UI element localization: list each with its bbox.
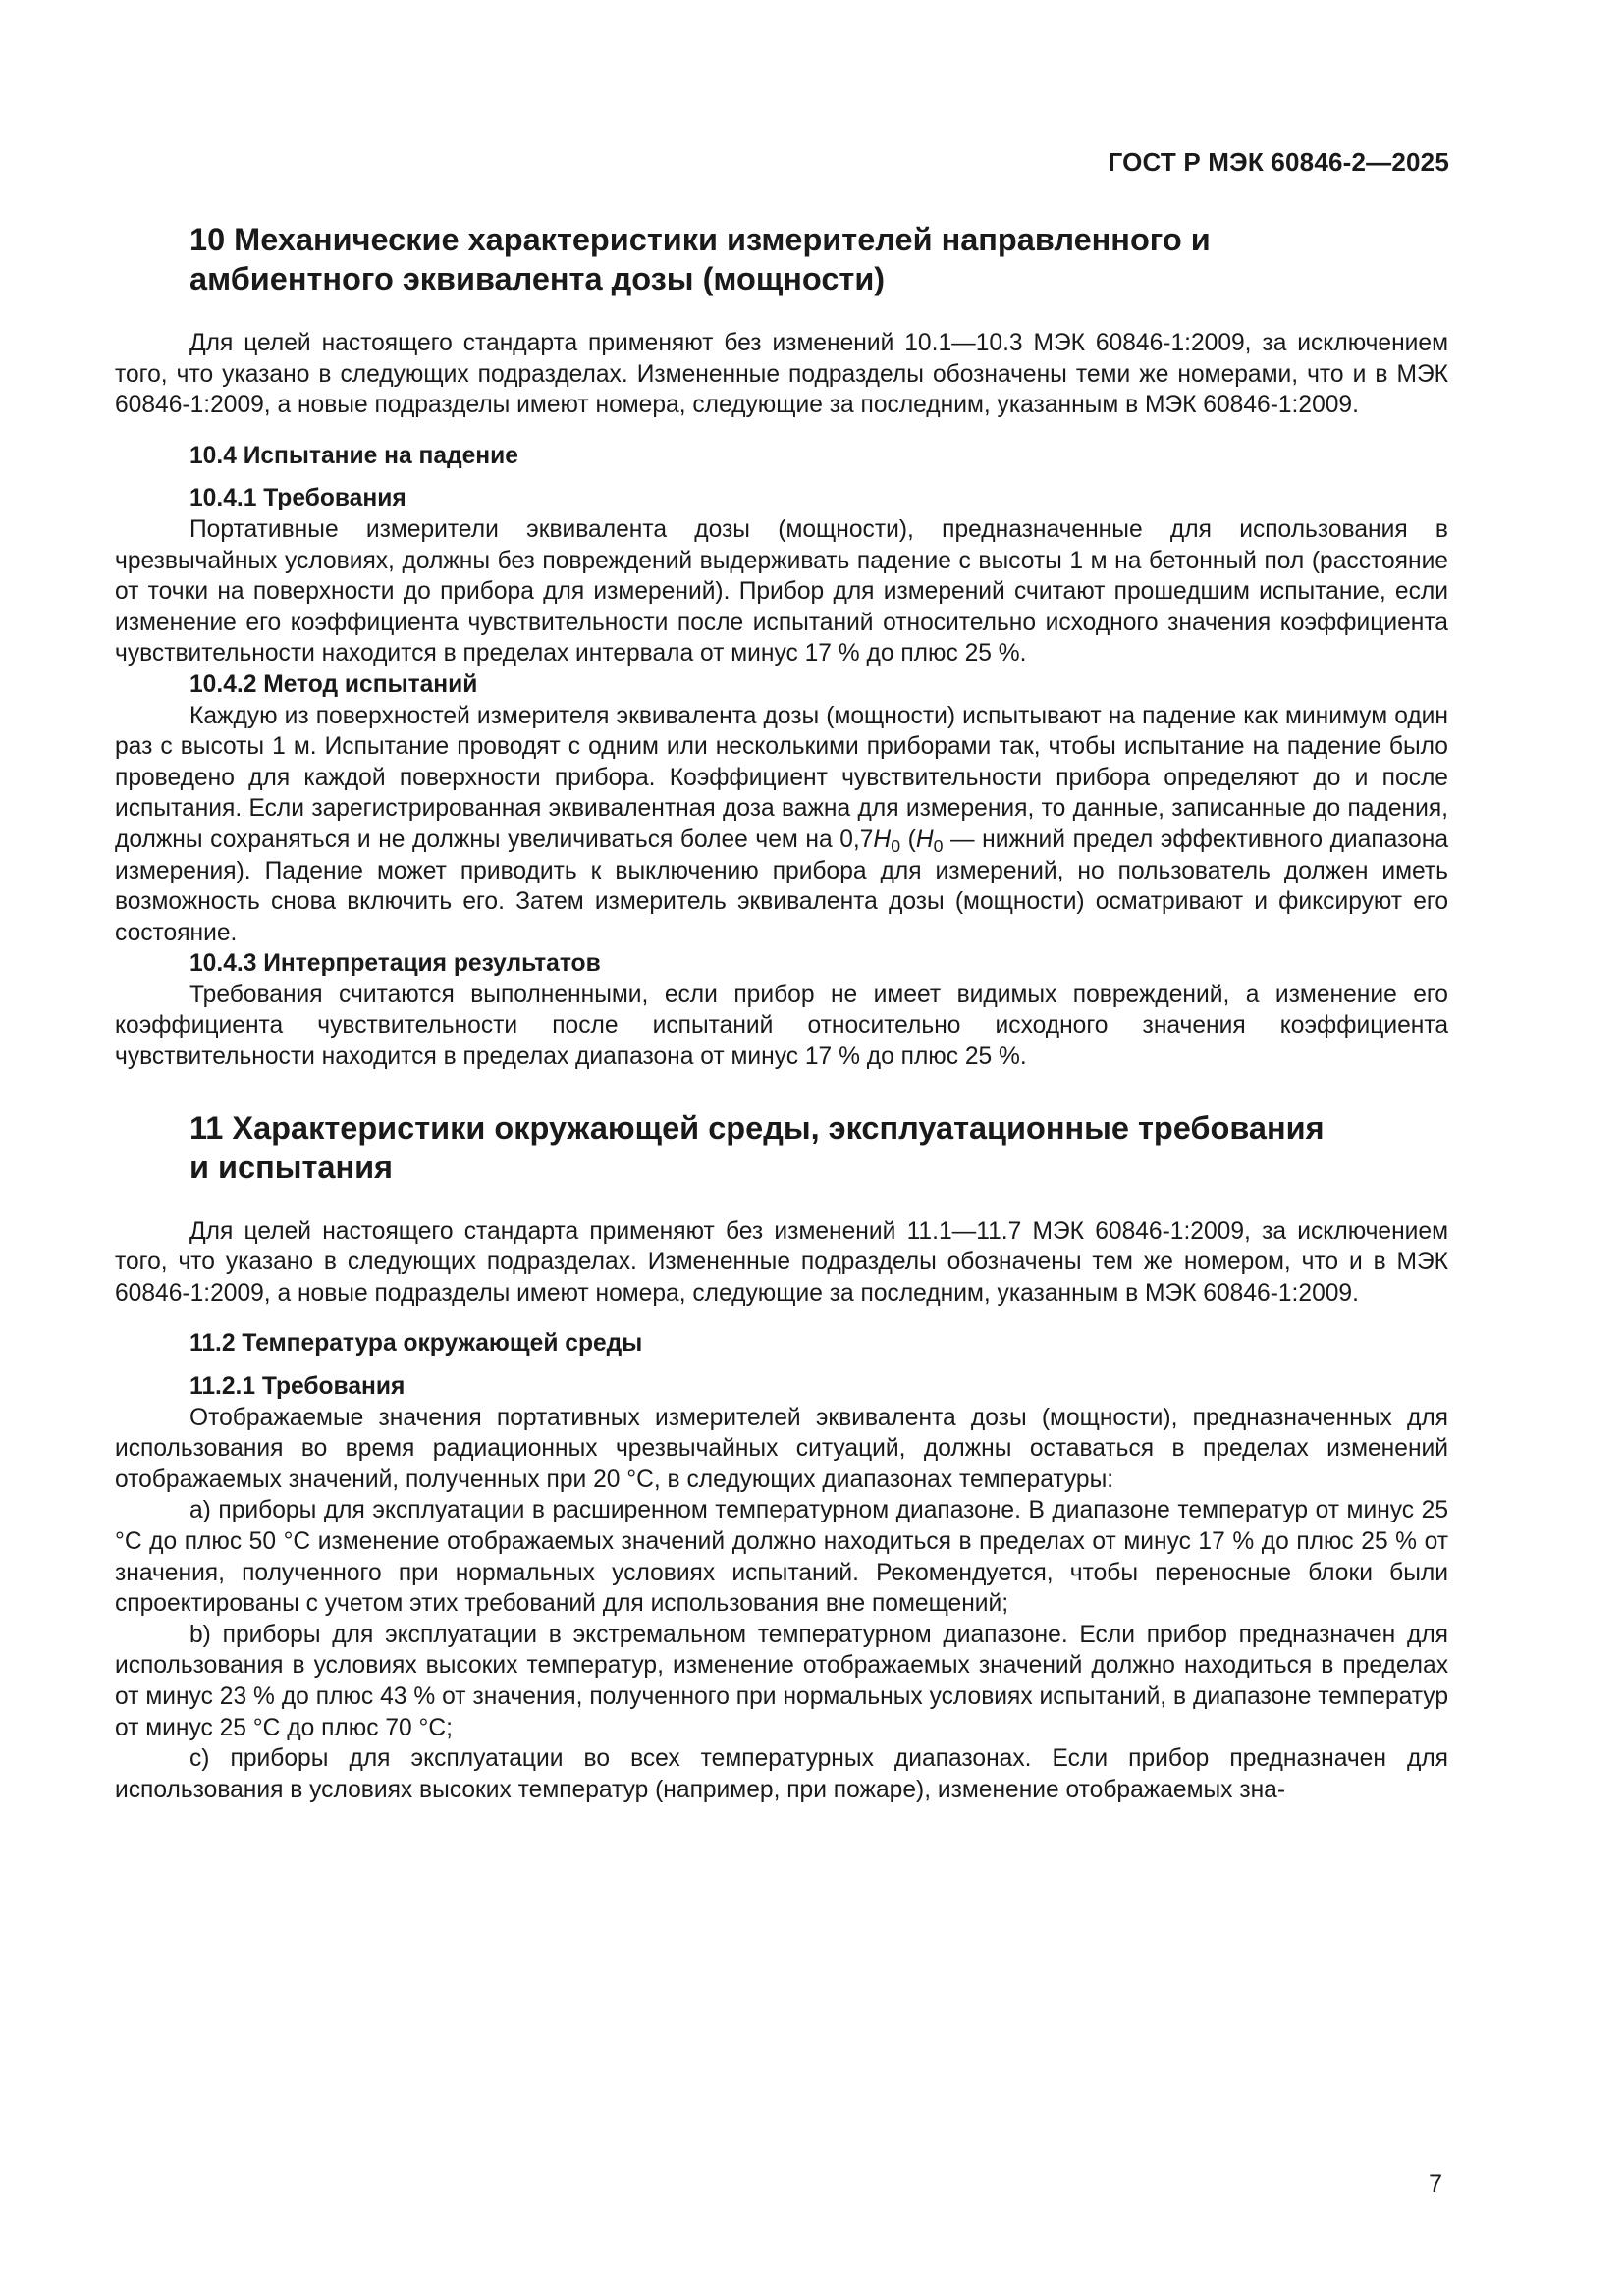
section-11-intro: Для целей настоящего стандарта применяют без изменений 11.1—11.7 МЭК 60846-1:2009, за исключением того, что указано в следующих подразделах. Измененные подразделы обозначены тем же номером, что и в МЭК 60846-1:2009, а новые подразделы имеют номера, следующие за последним, указанным в МЭК 60846-1:2009. (115, 1217, 1448, 1307)
text-part-a: Каждую из поверхностей измерителя эквивалента дозы (мощности) испытывают на падение как минимум один раз с высоты 1 м. Испытание проводят с одним или несколькими приборами так, чтобы испытание на падение было проведено для каждой поверхности прибора. Коэффициент чувствительности прибора определяют до и после испытания. Если зарегистрированная эквивалентная доза важна для измерения, то данные, записанные до падения, должны сохраняться и не должны увеличиваться более чем на 0,7 (115, 702, 1448, 853)
page-number: 7 (1429, 2170, 1442, 2198)
subsection-10-4-3-text: Требования считаются выполненными, если прибор не имеет видимых повреждений, а изменение его коэффициента чувствительности после испытаний относительно исходного значения коэффициента чувствительности находится в пределах диапазона от минус 17 % до плюс 25 %. (115, 981, 1448, 1071)
dose-symbol: H (873, 826, 892, 853)
document-id-header: ГОСТ Р МЭК 60846-2—2025 (1108, 147, 1449, 177)
list-item-b: b) приборы для эксплуатации в экстремальном температурном диапазоне. Если прибор предназначен для использования в условиях высоких температур, изменение отображаемых значений должно находиться в пределах от минус 23 % до плюс 43 % от значения, полученного при нормальных условиях испытаний, в диапазоне температур от минус 25 °С до плюс 70 °С; (115, 1621, 1448, 1741)
page-content (115, 220, 1448, 1805)
subsection-10-4-3-title: 10.4.3 Интерпретация результатов (189, 950, 601, 978)
list-item-a: a) приборы для эксплуатации в расширенном температурном диапазоне. В диапазоне температур от минус 25 °С до плюс 50 °С изменение отображаемых значений должно находиться в пределах от минус 17 % до плюс 25 % от значения, полученного при нормальных условиях испытаний. Рекомендуется, чтобы переносные блоки были спроектированы с учетом этих требований для использования вне помещений; (115, 1497, 1448, 1618)
subsection-10-4-1-title: 10.4.1 Требования (189, 485, 406, 512)
text-part-b: ( (900, 826, 916, 853)
dose-symbol: H (915, 826, 934, 853)
subsection-11-2-1-text: Отображаемые значения портативных измерителей эквивалента дозы (мощности), предназначенных для использования во время радиационных чрезвычайных ситуаций, должны оставаться в пределах изменений отображаемых значений, полученных при 20 °С, в следующих диапазонах температуры: (115, 1404, 1448, 1493)
section-10-title-line-1: 10 Механические характеристики измерителей направленного и (189, 222, 1211, 257)
section-11-title-line-2: и испытания (189, 1148, 394, 1185)
section-10-intro: Для целей настоящего стандарта применяют без изменений 10.1—10.3 МЭК 60846-1:2009, за исключением того, что указано в следующих подразделах. Измененные подразделы обозначены теми же номерами, что и в МЭК 60846-1:2009, а новые подразделы имеют номера, следующие за последним, указанным в МЭК 60846-1:2009. (115, 330, 1448, 419)
subsection-10-4-title: 10.4 Испытание на падение (189, 442, 518, 469)
section-11-title-line-1: 11 Характеристики окружающей среды, эксплуатационные требования (189, 1109, 1325, 1146)
section-11-title (115, 1108, 1448, 1187)
list-item-c: c) приборы для эксплуатации во всех температурных диапазонах. Если прибор предназначен для использования в условиях высоких температур (например, при пожаре), изменение отображаемых зна- (115, 1745, 1448, 1803)
dose-subscript: 0 (933, 835, 944, 856)
dose-subscript: 0 (891, 835, 901, 856)
section-10-title-line-2: амбиентного эквивалента дозы (мощности) (189, 261, 886, 296)
subsection-10-4-2-title: 10.4.2 Метод испытаний (189, 670, 478, 698)
subsection-10-4-1-text: Портативные измерители эквивалента дозы (мощности), предназначенные для использования в чрезвычайных условиях, должны без повреждений выдерживать падение с высоты 1 м на бетонный пол (расстояние от точки на поверхности до прибора для измерений). Прибор для измерений считают прошедшим испытание, если изменение его коэффициента чувствительности после испытаний относительно исходного значения коэффициента чувствительности находится в пределах интервала от минус 17 % до плюс 25 %. (115, 515, 1448, 667)
section-10-title (115, 220, 1448, 298)
subsection-11-2-title: 11.2 Температура окружающей среды (189, 1330, 643, 1358)
subsection-10-4-2-text (115, 701, 1448, 949)
text-part-c: — нижний предел эффективного диапазона измерения). Падение может приводить к выключению прибора для измерений, но пользователь должен иметь возможность снова включить его. Затем измеритель эквивалента дозы (мощности) осматривают и фиксируют его состояние. (115, 826, 1448, 946)
subsection-11-2-1-title: 11.2.1 Требования (189, 1373, 406, 1401)
